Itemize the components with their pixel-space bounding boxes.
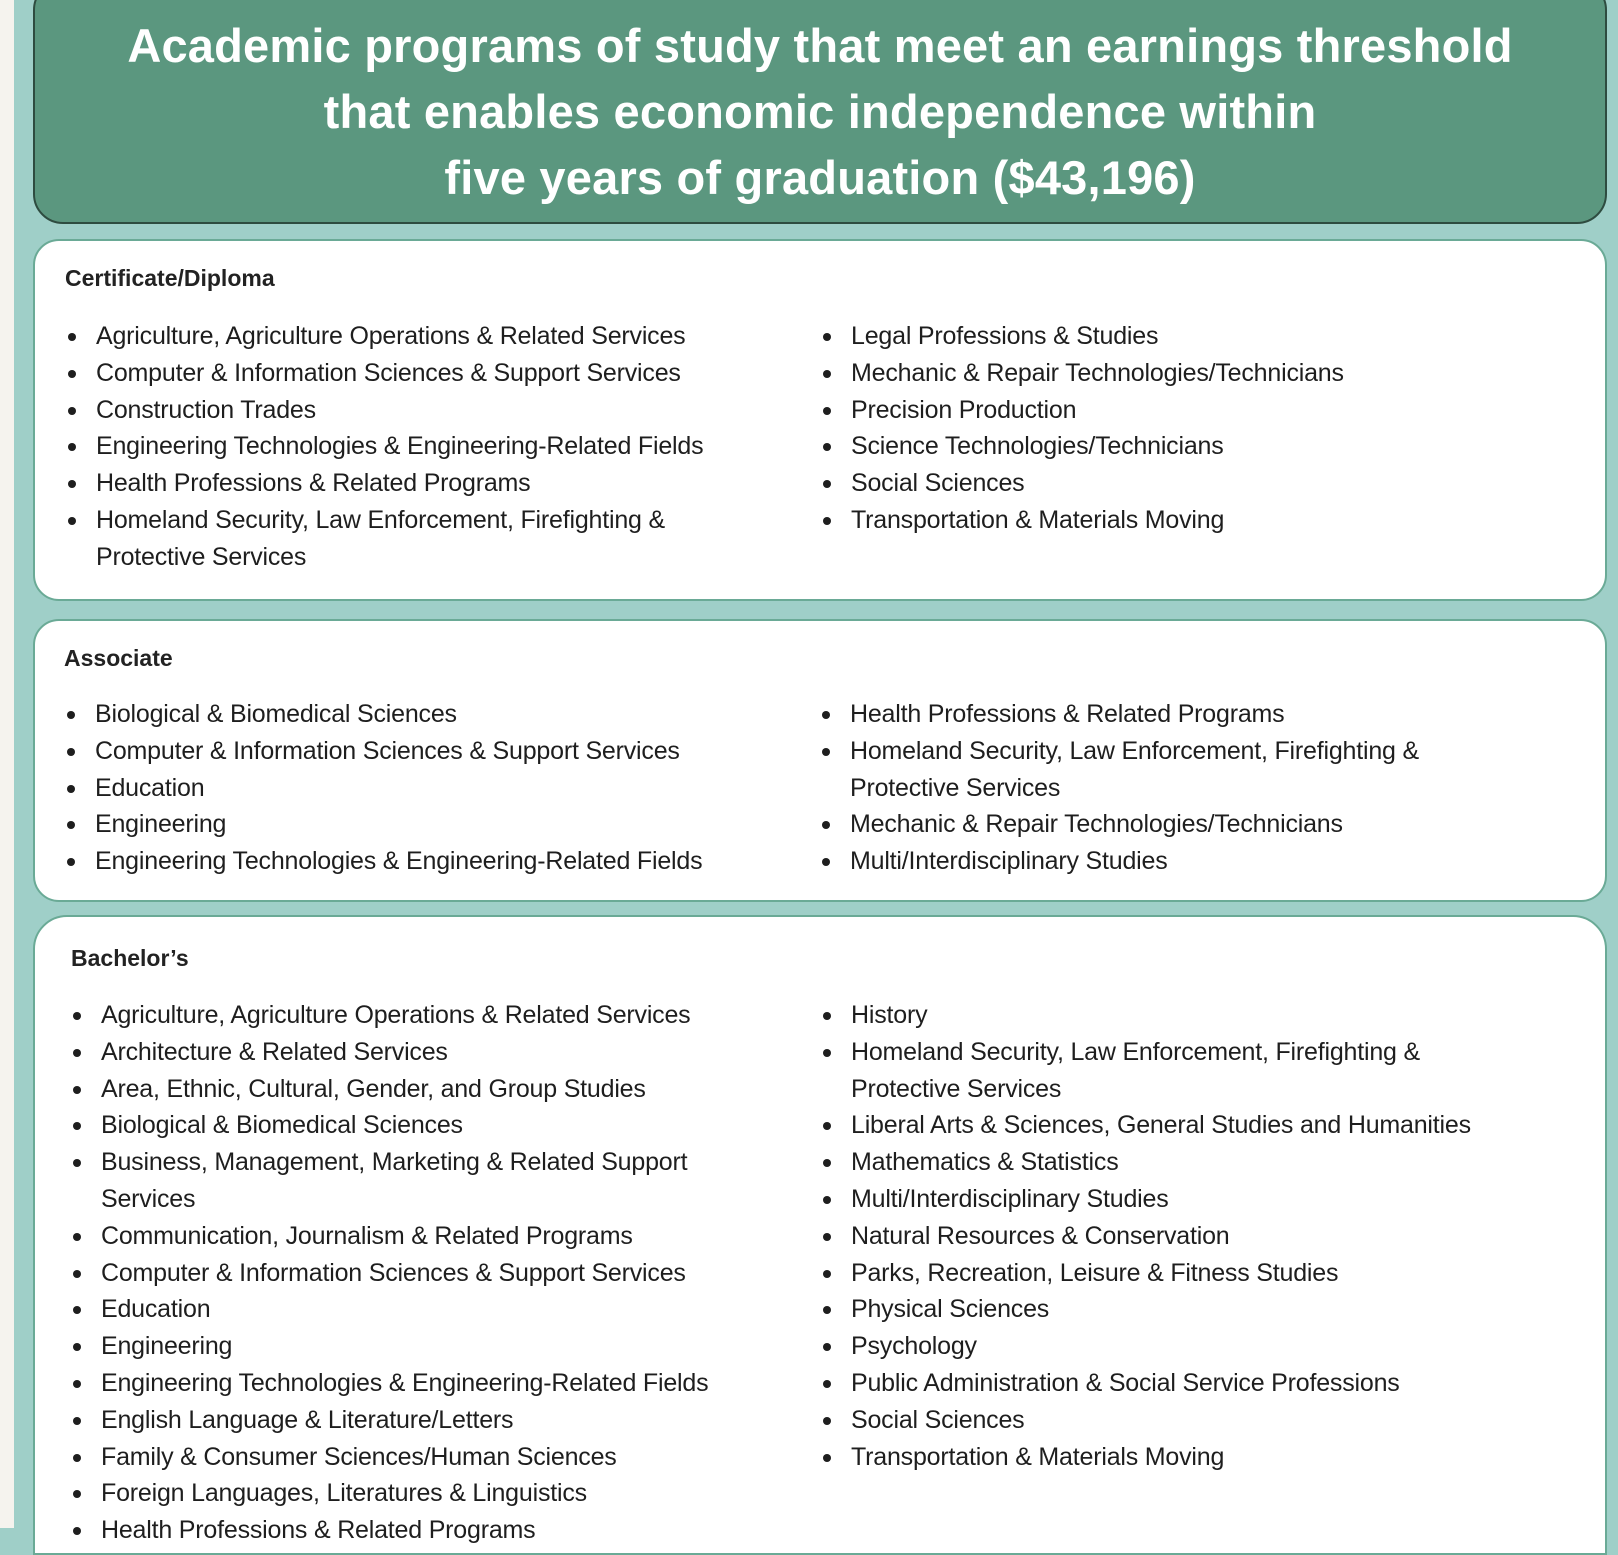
list-item: Education xyxy=(71,1291,771,1328)
list-item: Computer & Information Sciences & Support Services xyxy=(71,1255,771,1292)
list-item: Homeland Security, Law Enforcement, Firefighting & Protective Services xyxy=(66,502,766,576)
list-item: Natural Resources & Conservation xyxy=(821,1218,1521,1255)
list-item: Science Technologies/Technicians xyxy=(821,428,1521,465)
list-item: English Language & Literature/Letters xyxy=(71,1402,771,1439)
list-item: Social Sciences xyxy=(821,465,1521,502)
bachelors-section-title: Bachelor’s xyxy=(71,945,189,971)
list-item: Computer & Information Sciences & Support Services xyxy=(66,355,766,392)
list-item: Communication, Journalism & Related Programs xyxy=(71,1218,771,1255)
list-item: Architecture & Related Services xyxy=(71,1034,771,1071)
certificate-section-title: Certificate/Diploma xyxy=(65,265,275,291)
list-item: Engineering Technologies & Engineering-Related Fields xyxy=(71,1365,771,1402)
list-item: Education xyxy=(65,770,765,807)
list-item: Foreign Languages, Literatures & Linguistics xyxy=(71,1475,771,1512)
list-item: Physical Sciences xyxy=(821,1291,1521,1328)
list-item: Engineering xyxy=(65,806,765,843)
certificate-list-left xyxy=(66,318,766,576)
list-item: Health Professions & Related Programs xyxy=(66,465,766,502)
list-item: Business, Management, Marketing & Related Support Services xyxy=(71,1144,771,1218)
list-item: Construction Trades xyxy=(66,392,766,429)
list-item: Psychology xyxy=(821,1328,1521,1365)
list-item: Agriculture, Agriculture Operations & Related Services xyxy=(66,318,766,355)
list-item: Computer & Information Sciences & Support Services xyxy=(65,733,765,770)
list-item: Engineering xyxy=(71,1328,771,1365)
list-item: Health Professions & Related Programs xyxy=(71,1512,771,1549)
associate-list-left xyxy=(65,696,765,880)
list-item: Engineering Technologies & Engineering-Related Fields xyxy=(65,843,765,880)
list-item: Liberal Arts & Sciences, General Studies and Humanities xyxy=(821,1107,1521,1144)
list-item: Homeland Security, Law Enforcement, Firefighting & Protective Services xyxy=(821,1034,1521,1108)
page-title xyxy=(127,13,1512,211)
title-line-1: Academic programs of study that meet an earnings threshold xyxy=(127,19,1513,72)
list-item: Public Administration & Social Service Professions xyxy=(821,1365,1521,1402)
list-item: Legal Professions & Studies xyxy=(821,318,1521,355)
title-line-3: five years of graduation ($43,196) xyxy=(444,151,1196,204)
list-item: Mathematics & Statistics xyxy=(821,1144,1521,1181)
list-item: Area, Ethnic, Cultural, Gender, and Group Studies xyxy=(71,1071,771,1108)
list-item: Agriculture, Agriculture Operations & Related Services xyxy=(71,997,771,1034)
title-banner xyxy=(33,0,1607,224)
bachelors-section xyxy=(33,915,1607,1555)
list-item: Health Professions & Related Programs xyxy=(820,696,1520,733)
list-item: Engineering Technologies & Engineering-Related Fields xyxy=(66,428,766,465)
list-item: Biological & Biomedical Sciences xyxy=(71,1107,771,1144)
associate-section xyxy=(33,619,1607,902)
associate-section-title: Associate xyxy=(64,645,173,671)
left-page-margin xyxy=(0,0,14,1528)
list-item: Precision Production xyxy=(821,392,1521,429)
list-item: Homeland Security, Law Enforcement, Firefighting & Protective Services xyxy=(820,733,1520,807)
certificate-list-right xyxy=(821,318,1521,539)
list-item: Family & Consumer Sciences/Human Sciences xyxy=(71,1439,771,1476)
bachelors-list-right xyxy=(821,997,1521,1475)
list-item: Mechanic & Repair Technologies/Technicians xyxy=(821,355,1521,392)
list-item: Parks, Recreation, Leisure & Fitness Studies xyxy=(821,1255,1521,1292)
title-line-2: that enables economic independence within xyxy=(323,85,1317,138)
list-item: Multi/Interdisciplinary Studies xyxy=(820,843,1520,880)
list-item: Mechanic & Repair Technologies/Technicians xyxy=(820,806,1520,843)
list-item: History xyxy=(821,997,1521,1034)
associate-list-right xyxy=(820,696,1520,880)
bachelors-list-left xyxy=(71,997,771,1549)
list-item: Biological & Biomedical Sciences xyxy=(65,696,765,733)
list-item: Transportation & Materials Moving xyxy=(821,502,1521,539)
list-item: Transportation & Materials Moving xyxy=(821,1439,1521,1476)
list-item: Multi/Interdisciplinary Studies xyxy=(821,1181,1521,1218)
list-item: Social Sciences xyxy=(821,1402,1521,1439)
certificate-section xyxy=(33,239,1607,601)
